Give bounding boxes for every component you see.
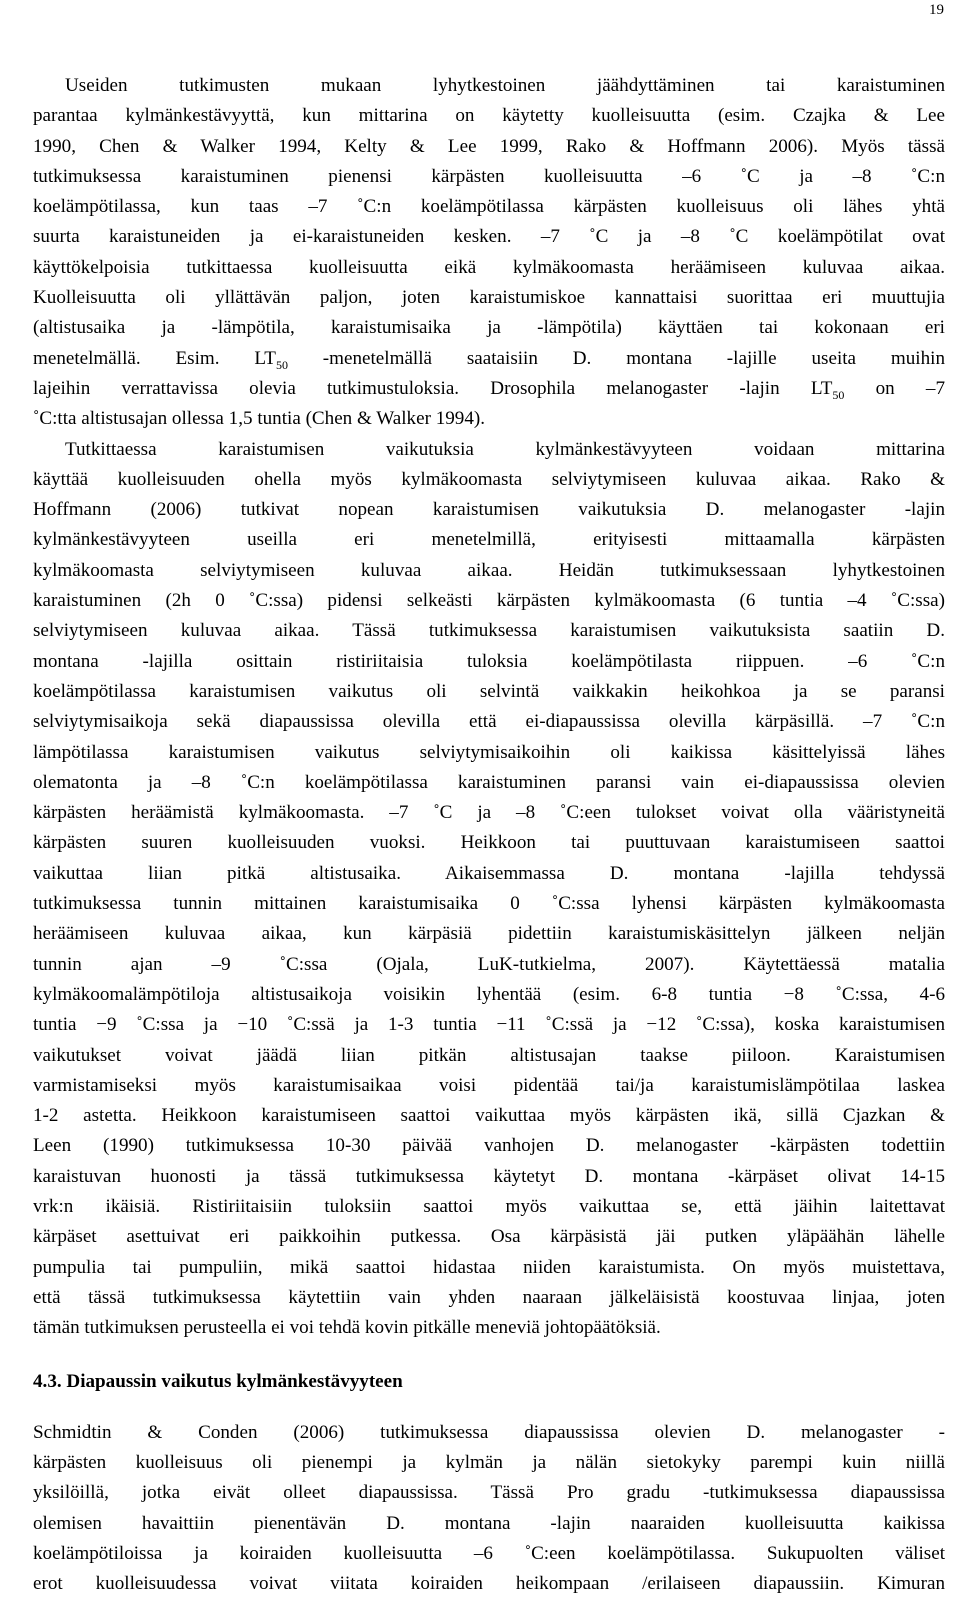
- subscript: 50: [275, 357, 288, 372]
- text-line-lt50: [33, 344, 945, 374]
- text-line: kylmäkoomasta selviytymiseen kuluvaa aikaa. Heidän tutkimuksessaan lyhytkestoinen: [33, 559, 945, 581]
- text-line: käyttökelpoisia tutkittaessa kuolleisuutta eikä kylmäkoomasta heräämiseen kuluvaa aikaa.: [33, 256, 945, 278]
- paragraph-hardening-recovery: [33, 435, 945, 1344]
- text-line: vrk:n ikäisiä. Ristiriitaisiin tuloksiin saattoi myös vaikuttaa se, että jäihin laitettavat: [33, 1195, 945, 1217]
- text-line: koelämpötilassa karaistumisen vaikutus oli selvintä vaikkakin heikohkoa ja se paransi: [33, 680, 945, 702]
- text-line: Useiden tutkimusten mukaan lyhytkestoinen jäähdyttäminen tai karaistuminen: [65, 75, 945, 96]
- text-line: vaikutukset voivat jäädä liian pitkän altistusajan taakse piiloon. Karaistumisen: [33, 1044, 945, 1066]
- text-line: yksilöillä, jotka eivät olleet diapaussissa. Tässä Pro gradu -tutkimuksessa diapaussissa: [33, 1482, 945, 1504]
- text-line: koelämpötiloissa ja koiraiden kuolleisuutta –6 ˚C:een koelämpötilassa. Sukupuolten väliset: [33, 1542, 945, 1564]
- text-segment: menetelmällä. Esim. LT: [33, 347, 276, 369]
- text-line: karaistuvan huonosti ja tässä tutkimuksessa käytetyt D. montana -kärpäset olivat 14-15: [33, 1165, 945, 1187]
- paragraph-diapause: [33, 1418, 945, 1600]
- text-line: ˚C:tta altistusajan ollessa 1,5 tuntia (Chen & Walker 1994).: [33, 408, 486, 430]
- page-number: 19: [929, 2, 944, 18]
- text-line: käyttää kuolleisuuden ohella myös kylmäkoomasta selviytymiseen kuluvaa aikaa. Rako &: [33, 468, 945, 490]
- text-line: vaikuttaa liian pitkä altistusaika. Aikaisemmassa D. montana -lajilla tehdyssä: [33, 862, 945, 884]
- text-line: montana -lajilla osittain ristiriitaisia tuloksia koelämpötilasta riippuen. –6 ˚C:n: [33, 650, 945, 672]
- text-line: tuntia −9 ˚C:ssa ja −10 ˚C:ssä ja 1-3 tuntia −11 ˚C:ssä ja −12 ˚C:ssa), koska karaistumisen: [33, 1014, 945, 1036]
- text-line: koelämpötilassa, kun taas –7 ˚C:n koelämpötilassa kärpästen kuolleisuus oli lähes yhtä: [33, 196, 945, 218]
- text-segment: -menetelmällä saataisiin D. montana -lajille useita muihin: [287, 347, 945, 369]
- text-line: heräämiseen kuluvaa aikaa, kun kärpäsiä pidettiin karaistumiskäsittelyn jälkeen neljän: [33, 923, 945, 945]
- text-line: kärpästen kuolleisuus oli pienempi ja kylmän ja nälän sietokyky parempi kuin niillä: [33, 1452, 945, 1474]
- text-line: suurta karaistuneiden ja ei-karaistuneiden kesken. –7 ˚C ja –8 ˚C koelämpötilat ovat: [33, 226, 945, 248]
- document-body: [33, 71, 945, 1600]
- text-line: lämpötilassa karaistumisen vaikutus selviytymisaikoihin oli kaikissa käsittelyissä lähes: [33, 741, 945, 763]
- text-line: Tutkittaessa karaistumisen vaikutuksia kylmänkestävyyteen voidaan mittarina: [65, 438, 945, 460]
- text-line: (altistusaika ja -lämpötila, karaistumisaika ja -lämpötila) käyttäen tai kokonaan eri: [33, 317, 945, 339]
- text-line: Leen (1990) tutkimuksessa 10-30 päivää vanhojen D. melanogaster -kärpästen todettiin: [33, 1135, 945, 1157]
- paragraph-cold-tolerance-mortality: [33, 71, 945, 435]
- text-segment: lajeihin verrattavissa olevia tutkimustuloksia. Drosophila melanogaster -lajin LT: [33, 377, 833, 399]
- text-line: tutkimuksessa karaistuminen pienensi kärpästen kuolleisuutta –6 ˚C ja –8 ˚C:n: [33, 165, 945, 187]
- text-line: kärpästen heräämistä kylmäkoomasta. –7 ˚C ja –8 ˚C:een tulokset voivat olla vääristyneitä: [33, 802, 945, 824]
- text-line: kärpäset asettuivat eri paikkoihin putkessa. Osa kärpäsistä jäi putken yläpäähän lähelle: [33, 1226, 945, 1248]
- text-line: selviytymisaikoja sekä diapaussissa olevilla että ei-diapaussissa olevilla kärpäsillä. –7 ˚C:n: [33, 711, 945, 733]
- text-line: Hoffmann (2006) tutkivat nopean karaistumisen vaikutuksia D. melanogaster -lajin: [33, 499, 945, 521]
- text-line: kärpästen suuren kuolleisuuden vuoksi. Heikkoon tai puuttuvaan karaistumiseen saattoi: [33, 832, 945, 854]
- text-line: pumpulia tai pumpuliin, mikä saattoi hidastaa niiden karaistumista. On myös muistettava,: [33, 1256, 945, 1278]
- text-line: olematonta ja –8 ˚C:n koelämpötilassa karaistuminen paransi vain ei-diapaussissa olevien: [33, 771, 945, 793]
- text-line-lt50: [33, 374, 945, 404]
- text-line: selviytymiseen kuluvaa aikaa. Tässä tutkimuksessa karaistumisen vaikutuksista saatiin D.: [33, 620, 945, 642]
- text-line: olemisen havaittiin pienentävän D. montana -lajin naaraiden kuolleisuutta kaikissa: [33, 1512, 945, 1534]
- text-line: tämän tutkimuksen perusteella ei voi tehdä kovin pitkälle meneviä johtopäätöksiä.: [33, 1317, 661, 1339]
- subscript: 50: [832, 387, 845, 402]
- section-heading: 4.3. Diapaussin vaikutus kylmänkestävyyteen: [33, 1371, 403, 1393]
- text-segment: on –7: [844, 377, 945, 399]
- text-line: 1-2 astetta. Heikkoon karaistumiseen saattoi vaikuttaa myös kärpästen ikä, sillä Cjazkan &: [33, 1105, 945, 1127]
- text-line: Kuolleisuutta oli yllättävän paljon, joten karaistumiskoe kannattaisi suorittaa eri muuttujia: [33, 287, 945, 309]
- text-line: kylmänkestävyyteen useilla eri menetelmillä, erityisesti mittaamalla kärpästen: [33, 529, 945, 551]
- text-line: tutkimuksessa tunnin mittainen karaistumisaika 0 ˚C:ssa lyhensi kärpästen kylmäkoomasta: [33, 893, 945, 915]
- text-line: tunnin ajan –9 ˚C:ssa (Ojala, LuK-tutkielma, 2007). Käytettäessä matalia: [33, 953, 945, 975]
- text-line: 1990, Chen & Walker 1994, Kelty & Lee 1999, Rako & Hoffmann 2006). Myös tässä: [33, 135, 945, 157]
- text-line: parantaa kylmänkestävyyttä, kun mittarina on käytetty kuolleisuutta (esim. Czajka & Lee: [33, 105, 945, 127]
- text-line: karaistuminen (2h 0 ˚C:ssa) pidensi selkeästi kärpästen kylmäkoomasta (6 tuntia –4 ˚C:ssa): [33, 590, 945, 612]
- text-line: varmistamiseksi myös karaistumisaikaa voisi pidentää tai/ja karaistumislämpötilaa laskea: [33, 1074, 945, 1096]
- text-line: että tässä tutkimuksessa käytettiin vain yhden naaraan jälkeläisistä koostuvaa linjaa, joten: [33, 1286, 945, 1308]
- text-line: Schmidtin & Conden (2006) tutkimuksessa diapaussissa olevien D. melanogaster -: [33, 1421, 945, 1443]
- text-line: erot kuolleisuudessa voivat viitata koiraiden heikompaan /erilaiseen diapaussiin. Kimuran: [33, 1573, 945, 1595]
- text-line: kylmäkoomalämpötiloja altistusaikoja voisikin lyhentää (esim. 6-8 tuntia −8 ˚C:ssa, 4-6: [33, 983, 945, 1005]
